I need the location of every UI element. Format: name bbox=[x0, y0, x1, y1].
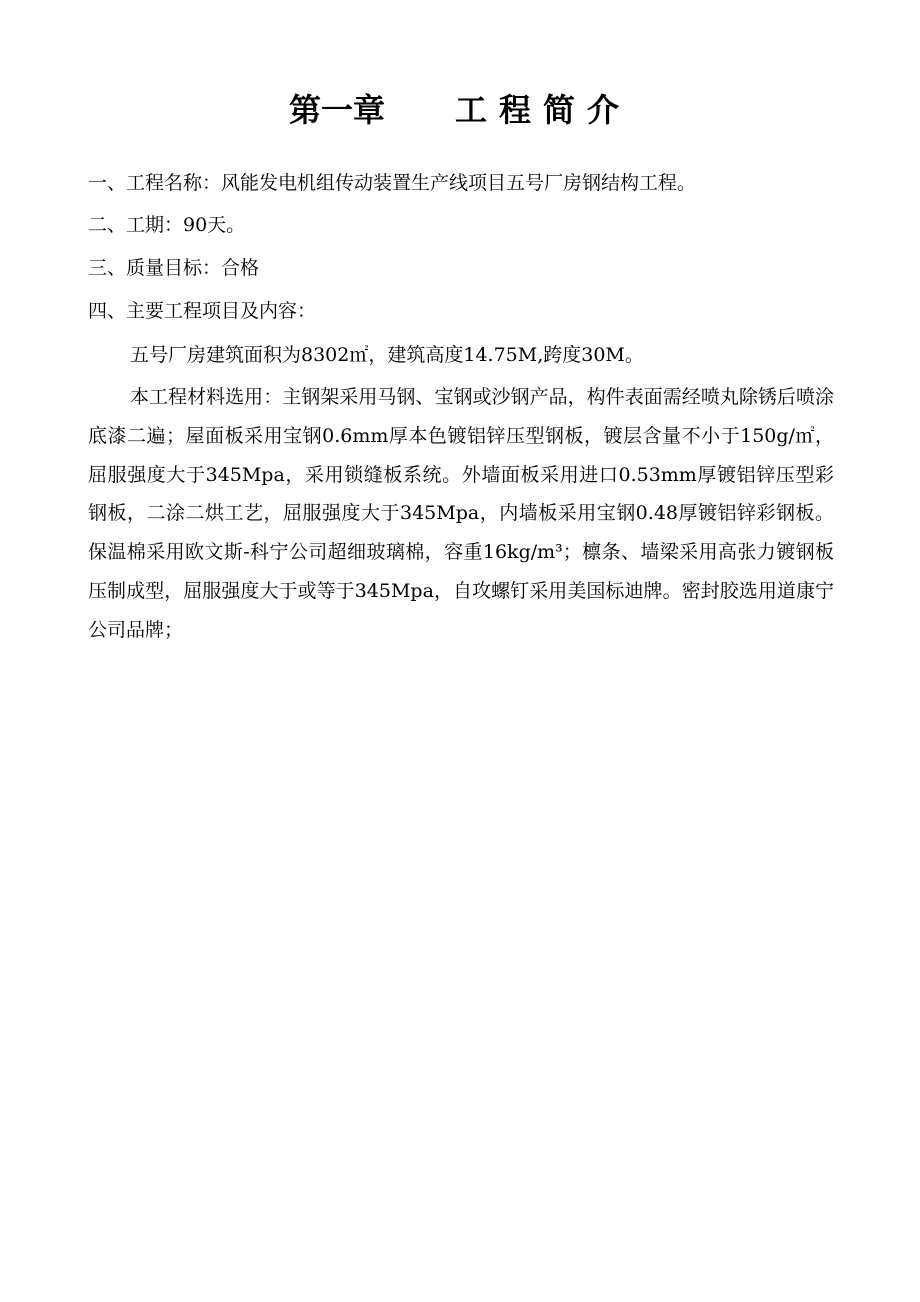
duration-item: 二、工期：90天。 bbox=[88, 214, 246, 236]
building-area-paragraph: 五号厂房建筑面积为8302㎡，建筑高度14.75M,跨度30M。 bbox=[130, 344, 644, 366]
chapter-number: 第一章 bbox=[288, 91, 385, 129]
project-name-item: 一、工程名称：风能发电机组传动装置生产线项目五号厂房钢结构工程。 bbox=[88, 172, 697, 194]
main-items-heading: 四、主要工程项目及内容： bbox=[88, 300, 317, 322]
quality-target-item: 三、质量目标：合格 bbox=[88, 257, 260, 279]
chapter-title: 工程简介 bbox=[455, 91, 632, 129]
page-title bbox=[0, 88, 920, 132]
materials-paragraph: 本工程材料选用：主钢架采用马钢、宝钢或沙钢产品，构件表面需经喷丸除锈后喷涂底漆二遍；屋面板采用宝钢0.6mm厚本色镀铝锌压型钢板，镀层含量不小于150g/㎡，屈服强度大于345Mpa，采用锁缝板系统。外墙面板采用进口0.53mm厚镀铝锌压型彩钢板，二涂二烘工艺，屈服强度大于345Mpa，内墙板采用宝钢0.48厚镀铝锌彩钢板。保温棉采用欧文斯-科宁公司超细玻璃棉，容重16kg/m³；檩条、墙梁采用高张力镀钢板压制成型，屈服强度大于或等于345Mpa，自攻螺钉采用美国标迪牌。密封胶选用道康宁公司品牌； bbox=[88, 386, 834, 641]
